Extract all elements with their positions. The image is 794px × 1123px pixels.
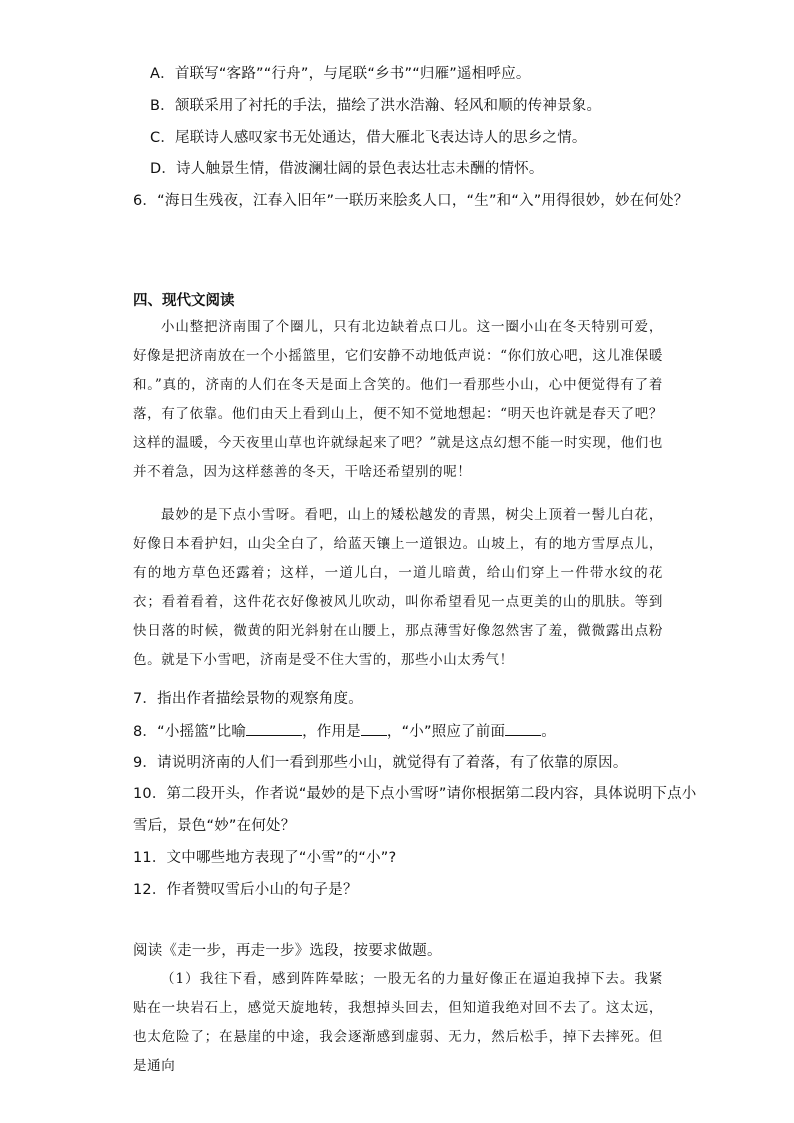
reading-paragraph-1: （1）我往下看，感到阵阵晕眩；一股无名的力量好像正在逼迫我掉下去。我紧贴在一块岩石上，感觉天旋地转，我想掉头回去，但知道我绝对回不去了。这太远，也太危险了；在悬崖的中途，我会逐渐感到虚弱、无力，然后松手，掉下去摔死。但是通向: [133, 971, 663, 1074]
question-11: 11．文中哪些地方表现了“小雪”的“小”?: [133, 850, 397, 866]
option-b: B．颔联采用了衬托的手法，描绘了洪水浩瀚、轻风和顺的传神景象。: [150, 98, 602, 114]
section-heading: 四、现代文阅读: [133, 293, 235, 309]
answer-blank-2[interactable]: [361, 721, 387, 736]
option-d: D．诗人触景生情，借波澜壮阔的景色表达壮志未酬的情怀。: [150, 161, 544, 177]
passage-paragraph-2: 最妙的是下点小雪呀。看吧，山上的矮松越发的青黑，树尖上顶着一髻儿白花，好像日本看护妇，山尖全白了，给蓝天镶上一道银边。山坡上，有的地方雪厚点儿，有的地方草色还露着；这样，一道儿白，一道儿暗黄，给山们穿上一件带水纹的花衣；看着看着，这件花衣好像被风儿吹动，叫你希望看见一点更美的山的肌肤。等到快日落的时候，微黄的阳光斜射在山腰上，那点薄雪好像忽然害了羞，微微露出点粉色。就是下小雪吧，济南是受不住大雪的，那些小山太秀气！: [133, 507, 663, 668]
answer-blank-3[interactable]: [505, 721, 541, 736]
question-8-part-a: 8．“小摇篮”比喻: [133, 724, 247, 740]
question-10-line-1: 10．第二段开头，作者说“最妙的是下点小雪呀”请你根据第二段内容，具体说明下点小: [133, 786, 697, 802]
question-8-part-d: 。: [541, 724, 556, 740]
answer-blank-1[interactable]: [246, 721, 302, 736]
option-a: A．首联写“客路”“行舟”，与尾联“乡书”“归雁”遥相呼应。: [150, 66, 531, 82]
question-8: [133, 721, 673, 742]
question-7: 7．指出作者描绘景物的观察角度。: [133, 691, 363, 707]
passage-paragraph-1: 小山整把济南围了个圈儿，只有北边缺着点口儿。这一圈小山在冬天特别可爱，好像是把济南放在一个小摇篮里，它们安静不动地低声说：“你们放心吧，这儿准保暖和。”真的，济南的人们在冬天是面上含笑的。他们一看那些小山，心中便觉得有了着落，有了依靠。他们由天上看到山上，便不知不觉地想起：“明天也许就是春天了吧？这样的温暖，今天夜里山草也许就绿起来了吧？”就是这点幻想不能一时实现，他们也并不着急，因为这样慈善的冬天，干啥还希望别的呢！: [133, 319, 663, 480]
question-8-part-c: ，“小”照应了前面: [386, 724, 506, 740]
question-10-line-2: 雪后，景色“妙”在何处？: [133, 818, 296, 834]
question-6: 6．“海日生残夜，江春入旧年”一联历来脍炙人口，“生”和“入”用得很妙，妙在何处？: [133, 193, 689, 209]
question-12: 12．作者赞叹雪后小山的句子是？: [133, 882, 358, 898]
question-9: 9．请说明济南的人们一看到那些小山，就觉得有了着落，有了依靠的原因。: [133, 755, 628, 771]
reading-intro: 阅读《走一步，再走一步》选段，按要求做题。: [133, 943, 442, 959]
question-8-part-b: ，作用是: [302, 724, 361, 740]
option-c: C．尾联诗人感叹家书无处通达，借大雁北飞表达诗人的思乡之情。: [150, 130, 587, 146]
